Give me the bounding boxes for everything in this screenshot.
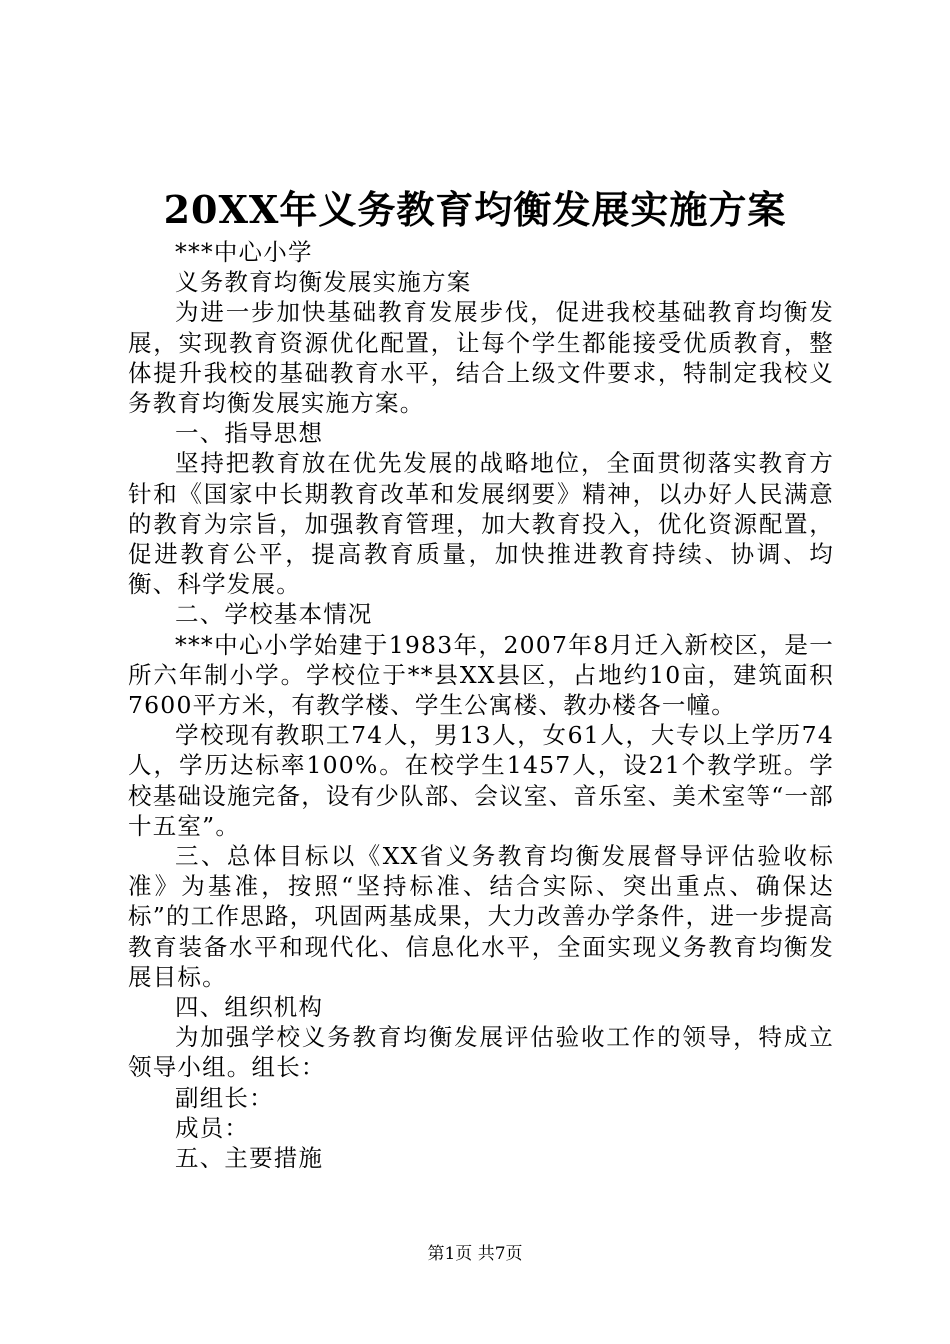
paragraph-guiding-ideology: 坚持把教育放在优先发展的战略地位，全面贯彻落实教育方针和《国家中长期教育改革和发展纲要》精神，以办好人民满意的教育为宗旨，加强教育管理，加大教育投入，优化资源配置，促进教育公平，提高教育质量，加快推进教育持续、协调、均衡、科学发展。 xyxy=(128,449,834,599)
document-title: 20XX年义务教育均衡发展实施方案 xyxy=(163,187,787,232)
paragraph-intro: 为进一步加快基础教育发展步伐，促进我校基础教育均衡发展，实现教育资源优化配置，让每个学生都能接受优质教育，整体提升我校的基础教育水平，结合上级文件要求，特制定我校义务教育均衡发展实施方案。 xyxy=(128,298,834,418)
page-footer xyxy=(0,1243,950,1265)
page-number: 第1页 xyxy=(427,1244,473,1264)
section-heading-5: 五、主要措施 xyxy=(175,1144,324,1173)
paragraph-school-name: ***中心小学 xyxy=(175,238,313,266)
paragraph-members: 成员： xyxy=(175,1113,250,1142)
section-heading-1: 一、指导思想 xyxy=(175,419,324,448)
paragraph-subtitle: 义务教育均衡发展实施方案 xyxy=(175,268,472,297)
paragraph-deputy-leader: 副组长： xyxy=(175,1083,274,1112)
paragraph-school-staff: 学校现有教职工74人，男13人，女61人，大专以上学历74人，学历达标率100%。在校学生1457人，设21个教学班。学校基础设施完备，设有少队部、会议室、音乐室、美术室等“一部十五室”。 xyxy=(128,721,834,840)
document-body xyxy=(128,237,834,1173)
section-heading-4: 四、组织机构 xyxy=(175,993,324,1022)
page-total: 共7页 xyxy=(477,1244,523,1264)
paragraph-school-history: ***中心小学始建于1983年，2007年8月迁入新校区，是一所六年制小学。学校位于**县XX县区，占地约10亩，建筑面积7600平方米，有教学楼、学生公寓楼、教办楼各一幢。 xyxy=(128,630,834,720)
paragraph-overall-goal: 三、总体目标以《XX省义务教育均衡发展督导评估验收标准》为基准，按照“坚持标准、结合实际、突出重点、确保达标”的工作思路，巩固两基成果，大力改善办学条件，进一步提高教育装备水平和现代化、信息化水平，全面实现义务教育均衡发展目标。 xyxy=(128,842,834,991)
section-heading-2: 二、学校基本情况 xyxy=(175,600,373,629)
paragraph-organization: 为加强学校义务教育均衡发展评估验收工作的领导，特成立领导小组。组长： xyxy=(128,1023,834,1082)
